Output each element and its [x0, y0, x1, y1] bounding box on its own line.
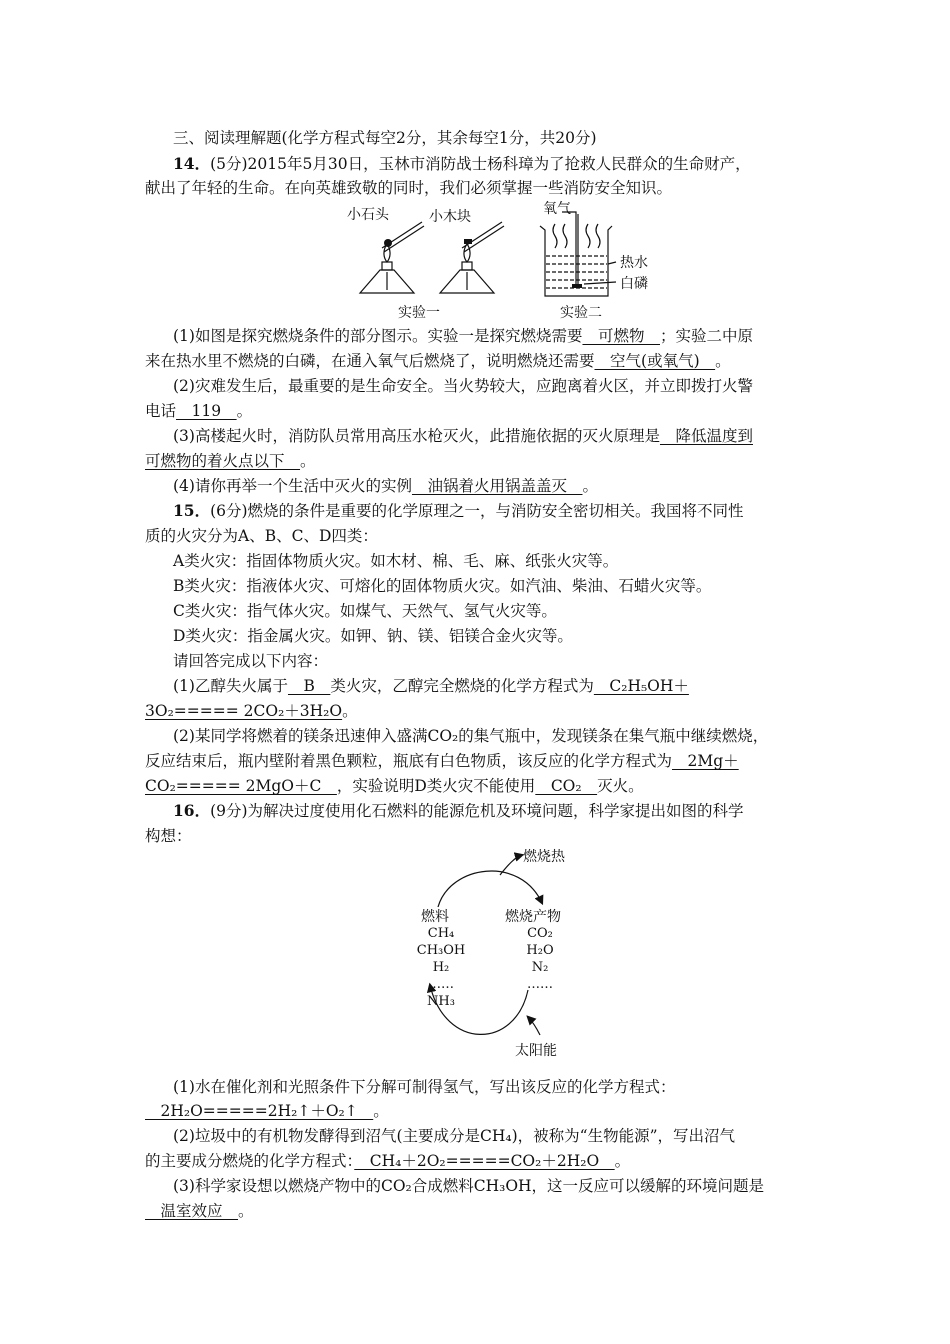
q15-part1-line2: [145, 701, 810, 721]
fuel-item: NH₃: [427, 994, 455, 1009]
q14-number: 14．: [173, 154, 211, 173]
beaker: [540, 212, 616, 296]
solar-input-arrow: [528, 1017, 540, 1035]
q16-p3-answer: 温室效应: [145, 1202, 239, 1220]
q14-p1-text-d: 。: [715, 352, 731, 370]
fuel-item: H₂: [432, 960, 450, 975]
q16-intro-text1: (9分)为解决过度使用化石燃料的能源危机及环境问题，科学家提出如图的科学: [210, 802, 744, 820]
q14-part3-line1: [173, 426, 810, 446]
q16-p1-answer: 2H₂O=====2H₂↑＋O₂↑: [145, 1102, 374, 1120]
q15-class-b: B类火灾：指液体火灾、可熔化的固体物质火灾。如汽油、柴油、石蜡火灾等。: [173, 577, 712, 595]
fuel-list: [416, 925, 466, 1010]
q16-p2-text-c: 。: [614, 1152, 631, 1170]
q14-intro-line2: 献出了年轻的生命。在向英雄致敬的同时，我们必须掌握一些消防安全知识。: [145, 179, 673, 197]
q16-part3-line1: (3)科学家设想以燃烧产物中的CO₂合成燃料CH₃OH，这一反应可以缓解的环境问题是: [173, 1177, 765, 1195]
product-item: ……: [527, 977, 553, 992]
section-heading: 三、阅读理解题(化学方程式每空2分，其余每空1分，共20分): [173, 129, 597, 147]
q14-part2-line1: (2)灾难发生后，最重要的是生命安全。当火势较大，应跑离着火区，并立即拨打火警: [173, 377, 753, 395]
q16-part1-line2: [145, 1101, 810, 1121]
fuel-item: ……: [428, 977, 454, 992]
q15-class-a: A类火灾：指固体物质火灾。如木材、棉、毛、麻、纸张火灾等。: [173, 552, 619, 570]
label-small-stone: 小石头: [347, 207, 389, 223]
white-phosphorus: [572, 284, 582, 288]
q14-p1-text-b: ；实验二中原: [659, 327, 753, 345]
q14-part1-line2: [145, 351, 810, 371]
q15-class-c: C类火灾：指气体火灾。如煤气、天然气、氢气火灾等。: [173, 602, 557, 620]
label-small-wood: 小木块: [429, 209, 471, 225]
q16-part2-line2: [145, 1151, 810, 1171]
q16-p1-text-c: 。: [373, 1102, 389, 1120]
product-item: CO₂: [527, 926, 553, 941]
q14-p2-text-b: 电话: [145, 402, 177, 420]
q14-p2-text-c: 。: [236, 402, 253, 420]
q15-p2-text-b: 反应结束后，瓶内壁附着黑色颗粒，瓶底有白色物质，该反应的化学方程式为: [145, 752, 673, 770]
q15-intro-text1: (6分)燃烧的条件是重要的化学原理之一，与消防安全密切相关。我国将不同性: [210, 502, 744, 520]
q15-p2-text-c: ，实验说明D类火灾不能使用: [336, 777, 536, 795]
label-solar-energy: 太阳能: [515, 1043, 557, 1059]
q16-p2-answer: CH₄＋2O₂=====CO₂＋2H₂O: [354, 1152, 615, 1170]
q14-part3-line2: [145, 451, 810, 471]
q14-p4-text-c: 。: [582, 477, 598, 495]
q14-part1-line1: [173, 326, 810, 346]
q15-prompt: 请回答完成以下内容：: [173, 652, 329, 670]
q15-p1-text-a: (1)乙醇失火属于: [173, 677, 288, 695]
q15-p1-answer1: B: [287, 677, 331, 695]
q14-p1-text-a: (1)如图是探究燃烧条件的部分图示。实验一是探究燃烧需要: [173, 327, 583, 345]
q15-p1-answer3: 3O₂===== 2CO₂＋3H₂O: [145, 702, 343, 720]
label-oxygen: 氧气: [543, 201, 571, 217]
q16-part2-line1: (2)垃圾中的有机物发酵得到沼气(主要成分是CH₄)，被称为“生物能源”，写出沼气: [173, 1127, 735, 1145]
q15-p2-text-d: 灭火。: [597, 777, 644, 795]
q15-p2-answer3: CO₂: [535, 777, 598, 795]
q15-part2-line3: [145, 776, 810, 796]
q15-p1-text-c: 。: [342, 702, 358, 720]
fuel-item: CH₃OH: [416, 943, 466, 958]
q15-intro-line1: [173, 501, 810, 521]
q14-intro-line1: [173, 154, 810, 174]
alcohol-lamp-2: [440, 222, 504, 293]
cycle-arc-top: [438, 871, 542, 907]
q14-p4-text-a: (4)请你再举一个生活中灭火的实例: [173, 477, 412, 495]
q15-class-d: D类火灾：指金属火灾。如钾、钠、镁、铝镁合金火灾等。: [173, 627, 573, 645]
fuel-item: CH₄: [427, 926, 455, 941]
q16-number: 16．: [173, 801, 211, 820]
q14-p3-text-c: 。: [300, 452, 316, 470]
product-list: [520, 925, 560, 993]
q16-intro-line1: [173, 801, 810, 821]
label-white-phosphorus: 白磷: [620, 276, 648, 292]
label-combustion-products: 燃烧产物: [505, 909, 561, 925]
label-experiment-1: 实验一: [398, 305, 440, 321]
q15-number: 15．: [173, 501, 211, 520]
q16-intro-line2: 构想：: [145, 827, 192, 845]
q16-part3-line2: [145, 1201, 810, 1221]
q14-p3-answer2: 可燃物的着火点以下: [145, 452, 301, 470]
q16-p3-text-c: 。: [238, 1202, 254, 1220]
q15-part1-line1: [173, 676, 810, 696]
q14-p4-answer: 油锅着火用锅盖盖灭: [411, 477, 583, 495]
q16-p2-text-b: 的主要成分燃烧的化学方程式：: [145, 1152, 355, 1170]
q14-part4-line: [173, 476, 810, 496]
label-combustion-heat: 燃烧热: [523, 849, 565, 865]
q14-p3-answer1: 降低温度到: [659, 427, 753, 445]
small-stone: [384, 239, 392, 247]
product-item: H₂O: [526, 943, 554, 958]
q14-part2-line2: [145, 401, 810, 421]
q14-p1-text-c: 来在热水里不燃烧的白磷，在通入氧气后燃烧了，说明燃烧还需要: [145, 352, 595, 370]
label-hot-water: 热水: [620, 255, 648, 271]
q16-part1-line1: [173, 1077, 810, 1097]
small-wood-block: [464, 239, 472, 244]
q15-p2-answer1: 2Mg＋: [672, 752, 739, 770]
alcohol-lamp-1: [360, 222, 424, 293]
q15-p2-answer2: CO₂===== 2MgO＋C: [145, 777, 337, 795]
q14-p1-answer1: 可燃物: [582, 327, 660, 345]
q14-intro-text1: (5分)2015年5月30日，玉林市消防战士杨科璋为了抢救人民群众的生命财产，: [210, 155, 751, 173]
q14-p1-answer2: 空气(或氧气): [594, 352, 716, 370]
q14-p3-text-a: (3)高楼起火时，消防队员常用高压水枪灭火，此措施依据的灭火原理是: [173, 427, 660, 445]
q15-part2-line2: [145, 751, 810, 771]
product-item: N₂: [531, 960, 549, 975]
q14-p2-answer: 119: [176, 402, 237, 420]
label-fuel: 燃料: [421, 909, 449, 925]
q15-part2-line1: (2)某同学将燃着的镁条迅速伸入盛满CO₂的集气瓶中，发现镁条在集气瓶中继续燃烧，: [173, 727, 769, 745]
q15-intro-line2: 质的火灾分为A、B、C、D四类：: [145, 527, 378, 545]
q16-p1-text-a: (1)水在催化剂和光照条件下分解可制得氢气，写出该反应的化学方程式：: [173, 1078, 676, 1096]
q15-p1-text-b: 类火灾，乙醇完全燃烧的化学方程式为: [330, 677, 594, 695]
q15-p1-answer2: C₂H₅OH＋: [593, 677, 689, 695]
label-experiment-2: 实验二: [560, 305, 602, 321]
